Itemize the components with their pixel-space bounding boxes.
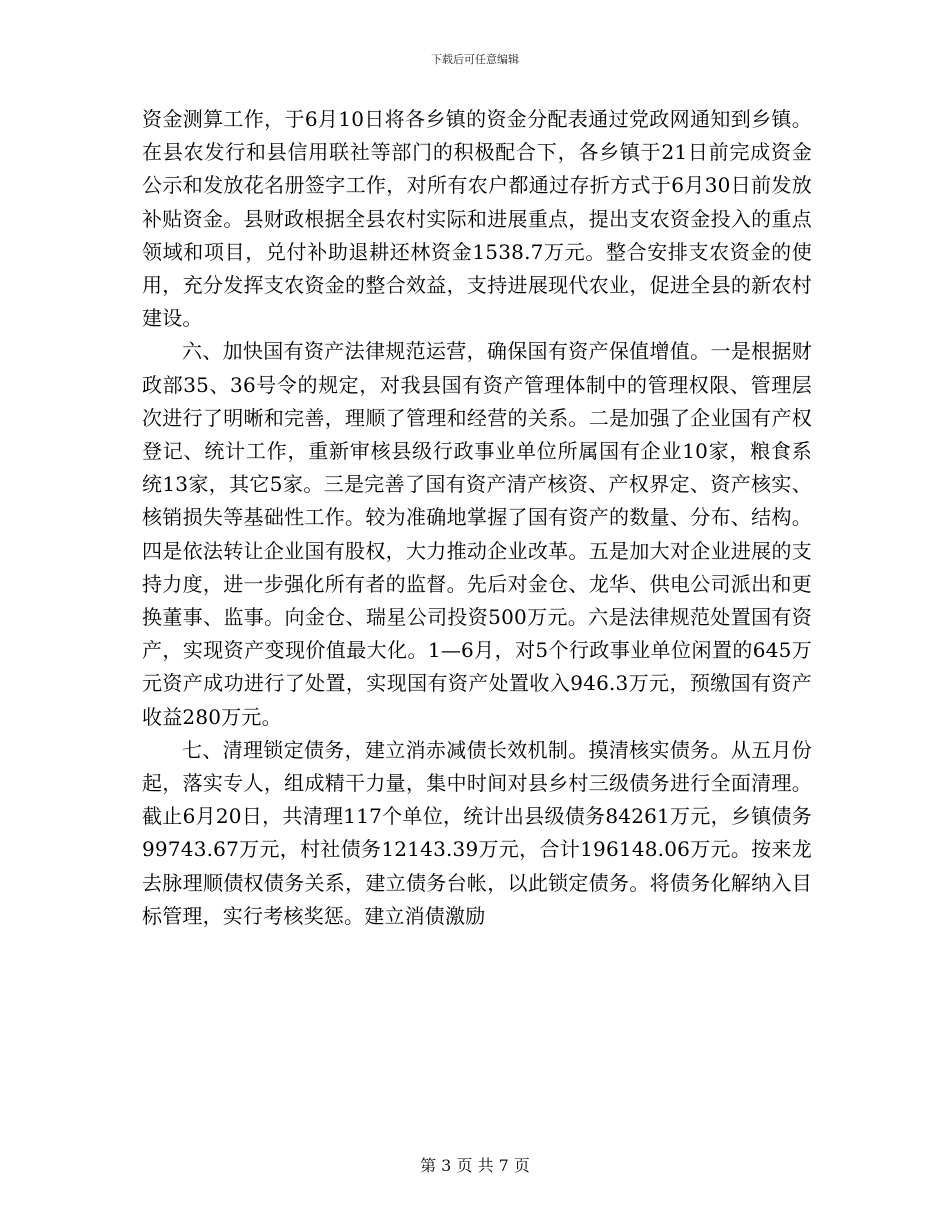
paragraph-section-seven: 七、清理锁定债务，建立消赤减债长效机制。摸清核实债务。从五月份起，落实专人，组成精干力量，集中时间对县乡村三级债务进行全面清理。截止6月20日，共清理117个单位，统计出县级债务84261万元，乡镇债务99743.67万元，村社债务12143.39万元，合计196148.06万元。按来龙去脉理顺债权债务关系，建立债务台帐，以此锁定债务。将债务化解纳入目标管理，实行考核奖惩。建立消债激励 — [142, 737, 812, 928]
page-footer: 第 3 页 共 7 页 — [420, 1156, 530, 1175]
document-body — [142, 103, 812, 933]
paragraph-continued: 资金测算工作，于6月10日将各乡镇的资金分配表通过党政网通知到乡镇。在县农发行和县信用联社等部门的积极配合下，各乡镇于21日前完成资金公示和发放花名册签字工作，对所有农户都通过存折方式于6月30日前发放补贴资金。县财政根据全县农村实际和进展重点，提出支农资金投入的重点领域和项目，兑付补助退耕还林资金1538.7万元。整合安排支农资金的使用，充分发挥支农资金的整合效益，支持进展现代农业，促进全县的新农村建设。 — [142, 107, 812, 331]
page-header: 下载后可任意编辑 — [431, 53, 519, 66]
paragraph-section-six: 六、加快国有资产法律规范运营，确保国有资产保值增值。一是根据财政部35、36号令的规定，对我县国有资产管理体制中的管理权限、管理层次进行了明晰和完善，理顺了管理和经营的关系。二是加强了企业国有产权登记、统计工作，重新审核县级行政事业单位所属国有企业10家，粮食系统13家，其它5家。三是完善了国有资产清产核资、产权界定、资产核实、核销损失等基础性工作。较为准确地掌握了国有资产的数量、分布、结构。四是依法转让企业国有股权，大力推动企业改革。五是加大对企业进展的支持力度，进一步强化所有者的监督。先后对金仓、龙华、供电公司派出和更换董事、监事。向金仓、瑞星公司投资500万元。六是法律规范处置国有资产，实现资产变现价值最大化。1—6月，对5个行政事业单位闲置的645万元资产成功进行了处置，实现国有资产处置收入946.3万元，预缴国有资产收益280万元。 — [142, 339, 812, 729]
